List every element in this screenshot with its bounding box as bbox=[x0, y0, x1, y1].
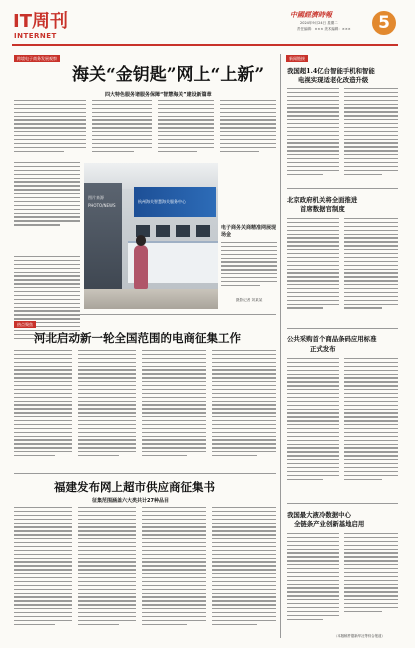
top-story-bottom-rule bbox=[14, 314, 276, 315]
brief-4-text-b bbox=[344, 533, 398, 623]
top-story-subhead: 四大特色服务诸服务保障“智慧海关”建设新篇章 bbox=[105, 92, 212, 98]
brief-1-rule bbox=[287, 188, 398, 189]
mid-story-text-col3 bbox=[142, 350, 206, 468]
photo-screen-2 bbox=[156, 225, 170, 237]
photo-caption-text bbox=[221, 242, 277, 294]
top-story-tag: 跨境电子商务发展观察 bbox=[14, 55, 60, 62]
news-photo bbox=[84, 163, 218, 309]
bottom-story-headline: 福建发布网上超市供应商征集书 bbox=[54, 480, 215, 494]
photo-person-head bbox=[136, 235, 146, 246]
brief-3-text-b bbox=[344, 358, 398, 498]
brief-2-text-a bbox=[287, 218, 339, 322]
brief-4-headline-line1: 我国最大液冷数据中心 bbox=[287, 511, 351, 519]
mid-story-text-col1 bbox=[14, 350, 72, 468]
mid-story-bottom-rule bbox=[14, 473, 276, 474]
photo-screen-4 bbox=[196, 225, 210, 237]
right-column-footnote: （本版稿件据新华社等综合报道） bbox=[334, 634, 385, 638]
photo-person-body bbox=[134, 245, 148, 289]
masthead-rule bbox=[12, 44, 398, 46]
bottom-story-text-col1 bbox=[14, 507, 72, 637]
page-number: 5 bbox=[378, 13, 390, 33]
photo-screen-3 bbox=[176, 225, 190, 237]
mid-story-text-col2 bbox=[78, 350, 136, 468]
brief-4-headline-line2: 全链条产业创新基地启用 bbox=[294, 520, 365, 528]
photo-floor bbox=[84, 289, 218, 309]
right-column-tag: 新闻链接 bbox=[286, 55, 308, 62]
brief-4-text-a bbox=[287, 533, 339, 631]
column-divider bbox=[280, 54, 281, 638]
top-story-headline: 海关“金钥匙”网上“上新” bbox=[72, 65, 265, 85]
newspaper-name: 中國經濟時報 bbox=[290, 10, 332, 19]
brief-3-headline-line1: 公共采购首个商品条码应用标准 bbox=[287, 335, 377, 343]
brief-2-rule bbox=[287, 328, 398, 329]
brief-1-headline-line1: 我国超1.4亿台智能手机和智能 bbox=[287, 67, 375, 75]
mid-story-tag: 热点聚焦 bbox=[14, 321, 36, 328]
top-story-text-col4 bbox=[220, 100, 276, 158]
editor-credit: 责任编辑：××× 美术编辑：××× bbox=[297, 27, 351, 31]
mid-story-headline: 河北启动新一轮全国范围的电商征集工作 bbox=[34, 331, 241, 345]
section-logo: IT周刊 bbox=[13, 11, 68, 32]
top-story-text-col1 bbox=[14, 100, 86, 158]
brief-1-text-a bbox=[287, 88, 339, 184]
brief-1-headline-line2: 电视实现适老化改造升级 bbox=[298, 76, 369, 84]
top-story-text-col3 bbox=[158, 100, 214, 158]
page-number-badge bbox=[372, 11, 396, 35]
brief-2-text-b bbox=[344, 218, 398, 322]
brief-3-text-a bbox=[287, 358, 339, 498]
photo-caption-title: 电子商务关商精准网展现场金 bbox=[221, 225, 277, 238]
top-story-text-left-lower bbox=[14, 162, 80, 234]
brief-3-rule bbox=[287, 503, 398, 504]
bottom-story-text-col4 bbox=[212, 507, 276, 637]
issue-date: 2024年9月24日 星期二 bbox=[300, 21, 338, 25]
photo-text-top: 图片来源 bbox=[88, 195, 104, 200]
bottom-story-subhead: 征集范围涵盖六大类共计27种品目 bbox=[92, 498, 169, 504]
bottom-story-text-col3 bbox=[142, 507, 206, 637]
masthead bbox=[0, 0, 415, 44]
photo-text-mid: PHOTO/NEWS bbox=[88, 203, 116, 208]
bottom-story-text-col2 bbox=[78, 507, 136, 637]
photo-credit: 摄影记者 刘某某 bbox=[236, 298, 263, 302]
top-story-text-col2 bbox=[92, 100, 152, 158]
brief-1-text-b bbox=[344, 88, 398, 184]
photo-sign-text: 杭州海关智慧海关服务中心 bbox=[138, 199, 186, 204]
mid-story-text-col4 bbox=[212, 350, 276, 468]
brief-3-headline-line2: 正式发布 bbox=[310, 345, 336, 353]
brief-2-headline-line1: 北京政府机关将全面推进 bbox=[287, 196, 358, 204]
brief-2-headline-line2: 首席数据官制度 bbox=[300, 205, 345, 213]
section-logo-sub: INTERNET bbox=[14, 32, 57, 40]
